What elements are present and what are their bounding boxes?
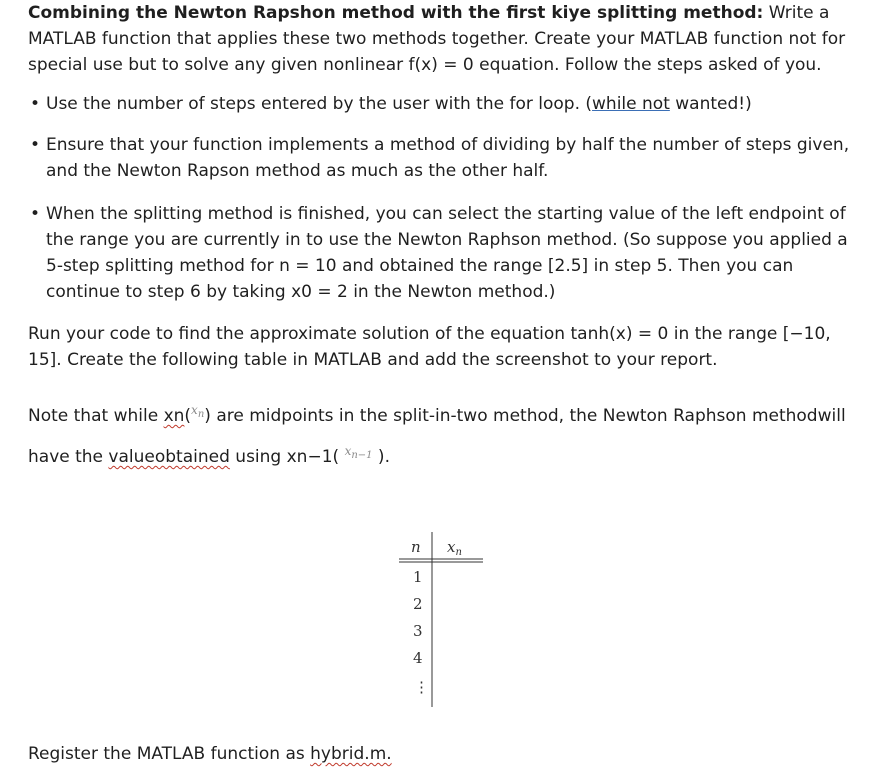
footer-paragraph — [28, 741, 868, 767]
intro-text: Write a MATLAB function that applies these two methods together. Create your MATLAB function not for special use but to solve any given nonlinear f(x) = 0 equation. Follow the steps asked of you. — [28, 3, 846, 75]
filename-hybrid: hybrid.m. — [310, 744, 392, 764]
footer-text: Register the MATLAB function as — [28, 744, 311, 764]
table-header-n: n — [411, 538, 421, 556]
bullet-1-suffix: wanted!) — [669, 94, 752, 114]
bullet-dot-icon: • — [30, 204, 41, 224]
while-not-link[interactable]: while not — [592, 94, 670, 114]
note-text-1: Note that while — [28, 406, 164, 426]
results-table — [399, 532, 483, 707]
value-obtained-word: valueobtained — [108, 447, 230, 467]
table-row-3: 3 — [413, 622, 423, 640]
xprev-math: xn−1 — [344, 444, 373, 461]
bullet-item-2 — [28, 132, 868, 184]
note-paragraph — [28, 397, 868, 479]
note-text-2: ) are midpoints in the split-in-two method, the Newton Raphson methodwill — [204, 406, 846, 426]
bullet-item-3 — [28, 201, 868, 305]
run-paragraph: Run your code to find the approximate solution of the equation tanh(x) = 0 in the range [−10, 15]. Create the following table in MATLAB and add the screenshot to your report. — [28, 324, 831, 370]
bullet-2-text: Ensure that your function implements a method of dividing by half the number of steps given, and the Newton Rapson method as much as the other half. — [46, 135, 850, 181]
note-text-4: using xn−1( — [229, 447, 345, 467]
note-text-5: ). — [372, 447, 390, 467]
table-row-1: 1 — [413, 568, 423, 586]
xn-math: xn — [191, 403, 205, 420]
intro-paragraph — [28, 0, 868, 78]
table-row-2: 2 — [413, 595, 423, 613]
bullet-item-1 — [28, 91, 868, 117]
note-text-3: have the — [28, 447, 109, 467]
bullet-1-text — [46, 91, 752, 117]
bullet-3-text: When the splitting method is finished, you can select the starting value of the left endpoint of the range you are currently in to use the Newton Raphson method. (So suppose you applied a 5-step splitting method for n = 10 and obtained the range [2.5] in step 5. Then you can continue to step 6 by taking x0 = 2 in the Newton method.) — [46, 204, 848, 302]
bullet-1-prefix: Use the number of steps entered by the user with the for loop. ( — [46, 94, 593, 114]
note-paren: ( — [184, 406, 192, 426]
bullet-dot-icon: • — [30, 135, 41, 155]
table-row-ellipsis: ⋮ — [414, 678, 429, 696]
table-header-xn: $x_n$ — [447, 538, 462, 558]
table-row-4: 4 — [413, 649, 423, 667]
bullet-dot-icon: • — [30, 94, 41, 114]
intro-heading: Combining the Newton Rapshon method with the first kiye splitting method: — [28, 3, 764, 23]
xn-word: xn — [163, 406, 185, 426]
